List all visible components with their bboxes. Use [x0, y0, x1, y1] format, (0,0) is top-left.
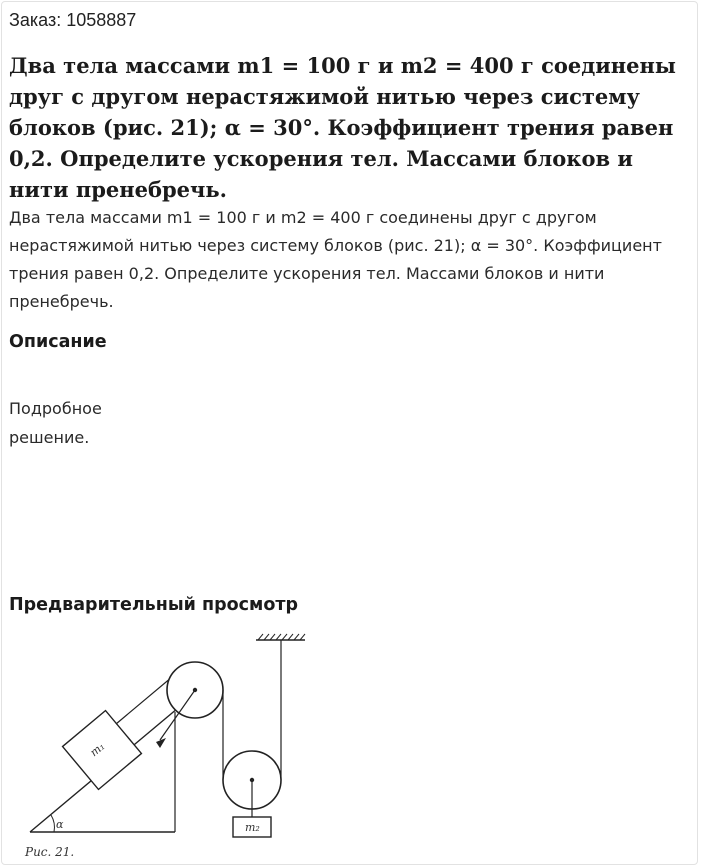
ceiling-hatch [258, 634, 305, 640]
mass2-label: m₂ [245, 821, 260, 834]
order-number: Заказ: 1058887 [9, 10, 137, 30]
angle-label: α [56, 818, 64, 831]
angle-arc [51, 815, 54, 832]
figure-caption: Рис. 21. [25, 845, 75, 859]
description-text: Подробное решение. [9, 399, 102, 447]
description-heading: Описание [9, 332, 107, 352]
preview-heading: Предварительный просмотр [9, 595, 299, 615]
problem-text: Два тела массами m1 = 100 г и m2 = 400 г соединены друг с другом нерастяжимой нитью через систему блоков (рис. 21); α = 30°. Коэффициент трения равен 0,2. Определите ускорения тел. Массами блоков и нити пренебречь. [9, 208, 662, 311]
physics-figure [20, 630, 320, 860]
problem-title: Два тела массами m1 = 100 г и m2 = 400 г соединены друг с другом нерастяжимой нитью через систему блоков (рис. 21); α = 30°. Коэффициент трения равен 0,2. Определите ускорения тел. Массами блоков и нити пренебречь. [9, 53, 676, 202]
mass1-label: m₁ [87, 739, 108, 760]
